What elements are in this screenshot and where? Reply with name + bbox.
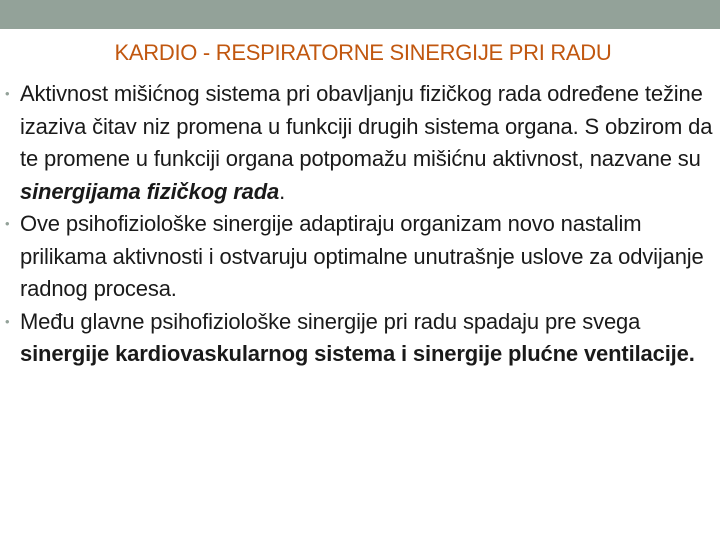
bullet-item-3	[0, 306, 718, 371]
bullet-item-2	[0, 208, 718, 306]
bullet-text-end: .	[279, 178, 286, 204]
slide-body	[0, 78, 718, 371]
slide-top-bar	[0, 0, 720, 29]
bullet-text: Ove psihofiziološke sinergije adaptiraju organizam novo nastalim prilikama aktivnosti i ostvaruju optimalne unutrašnje uslove za odvijanje radnog procesa.	[20, 211, 704, 301]
bullet-item-1	[0, 78, 718, 208]
bullet-emphasis: sinergije kardiovaskularnog sistema i sinergije	[20, 341, 503, 366]
bullet-text: Među glavne psihofiziološke sinergije pri radu spadaju pre svega	[20, 308, 641, 334]
bullet-emphasis: sinergijama fizičkog rada	[20, 178, 280, 204]
bullet-emphasis-end: plućne ventilacije.	[508, 341, 695, 366]
bullet-marker: •	[5, 313, 10, 329]
bullet-marker: •	[5, 216, 10, 231]
bullet-marker: •	[5, 86, 10, 101]
slide-title: KARDIO - RESPIRATORNE SINERGIJE PRI RADU	[114, 40, 612, 65]
bullet-text: Aktivnost mišićnog sistema pri obavljanju fizičkog rada određene težine izaziva čitav niz promena u funkciji drugih sistema organa. S obzirom da te promene u funkciji organa potpomažu mišićnu aktivnost, nazvane su	[20, 81, 713, 171]
